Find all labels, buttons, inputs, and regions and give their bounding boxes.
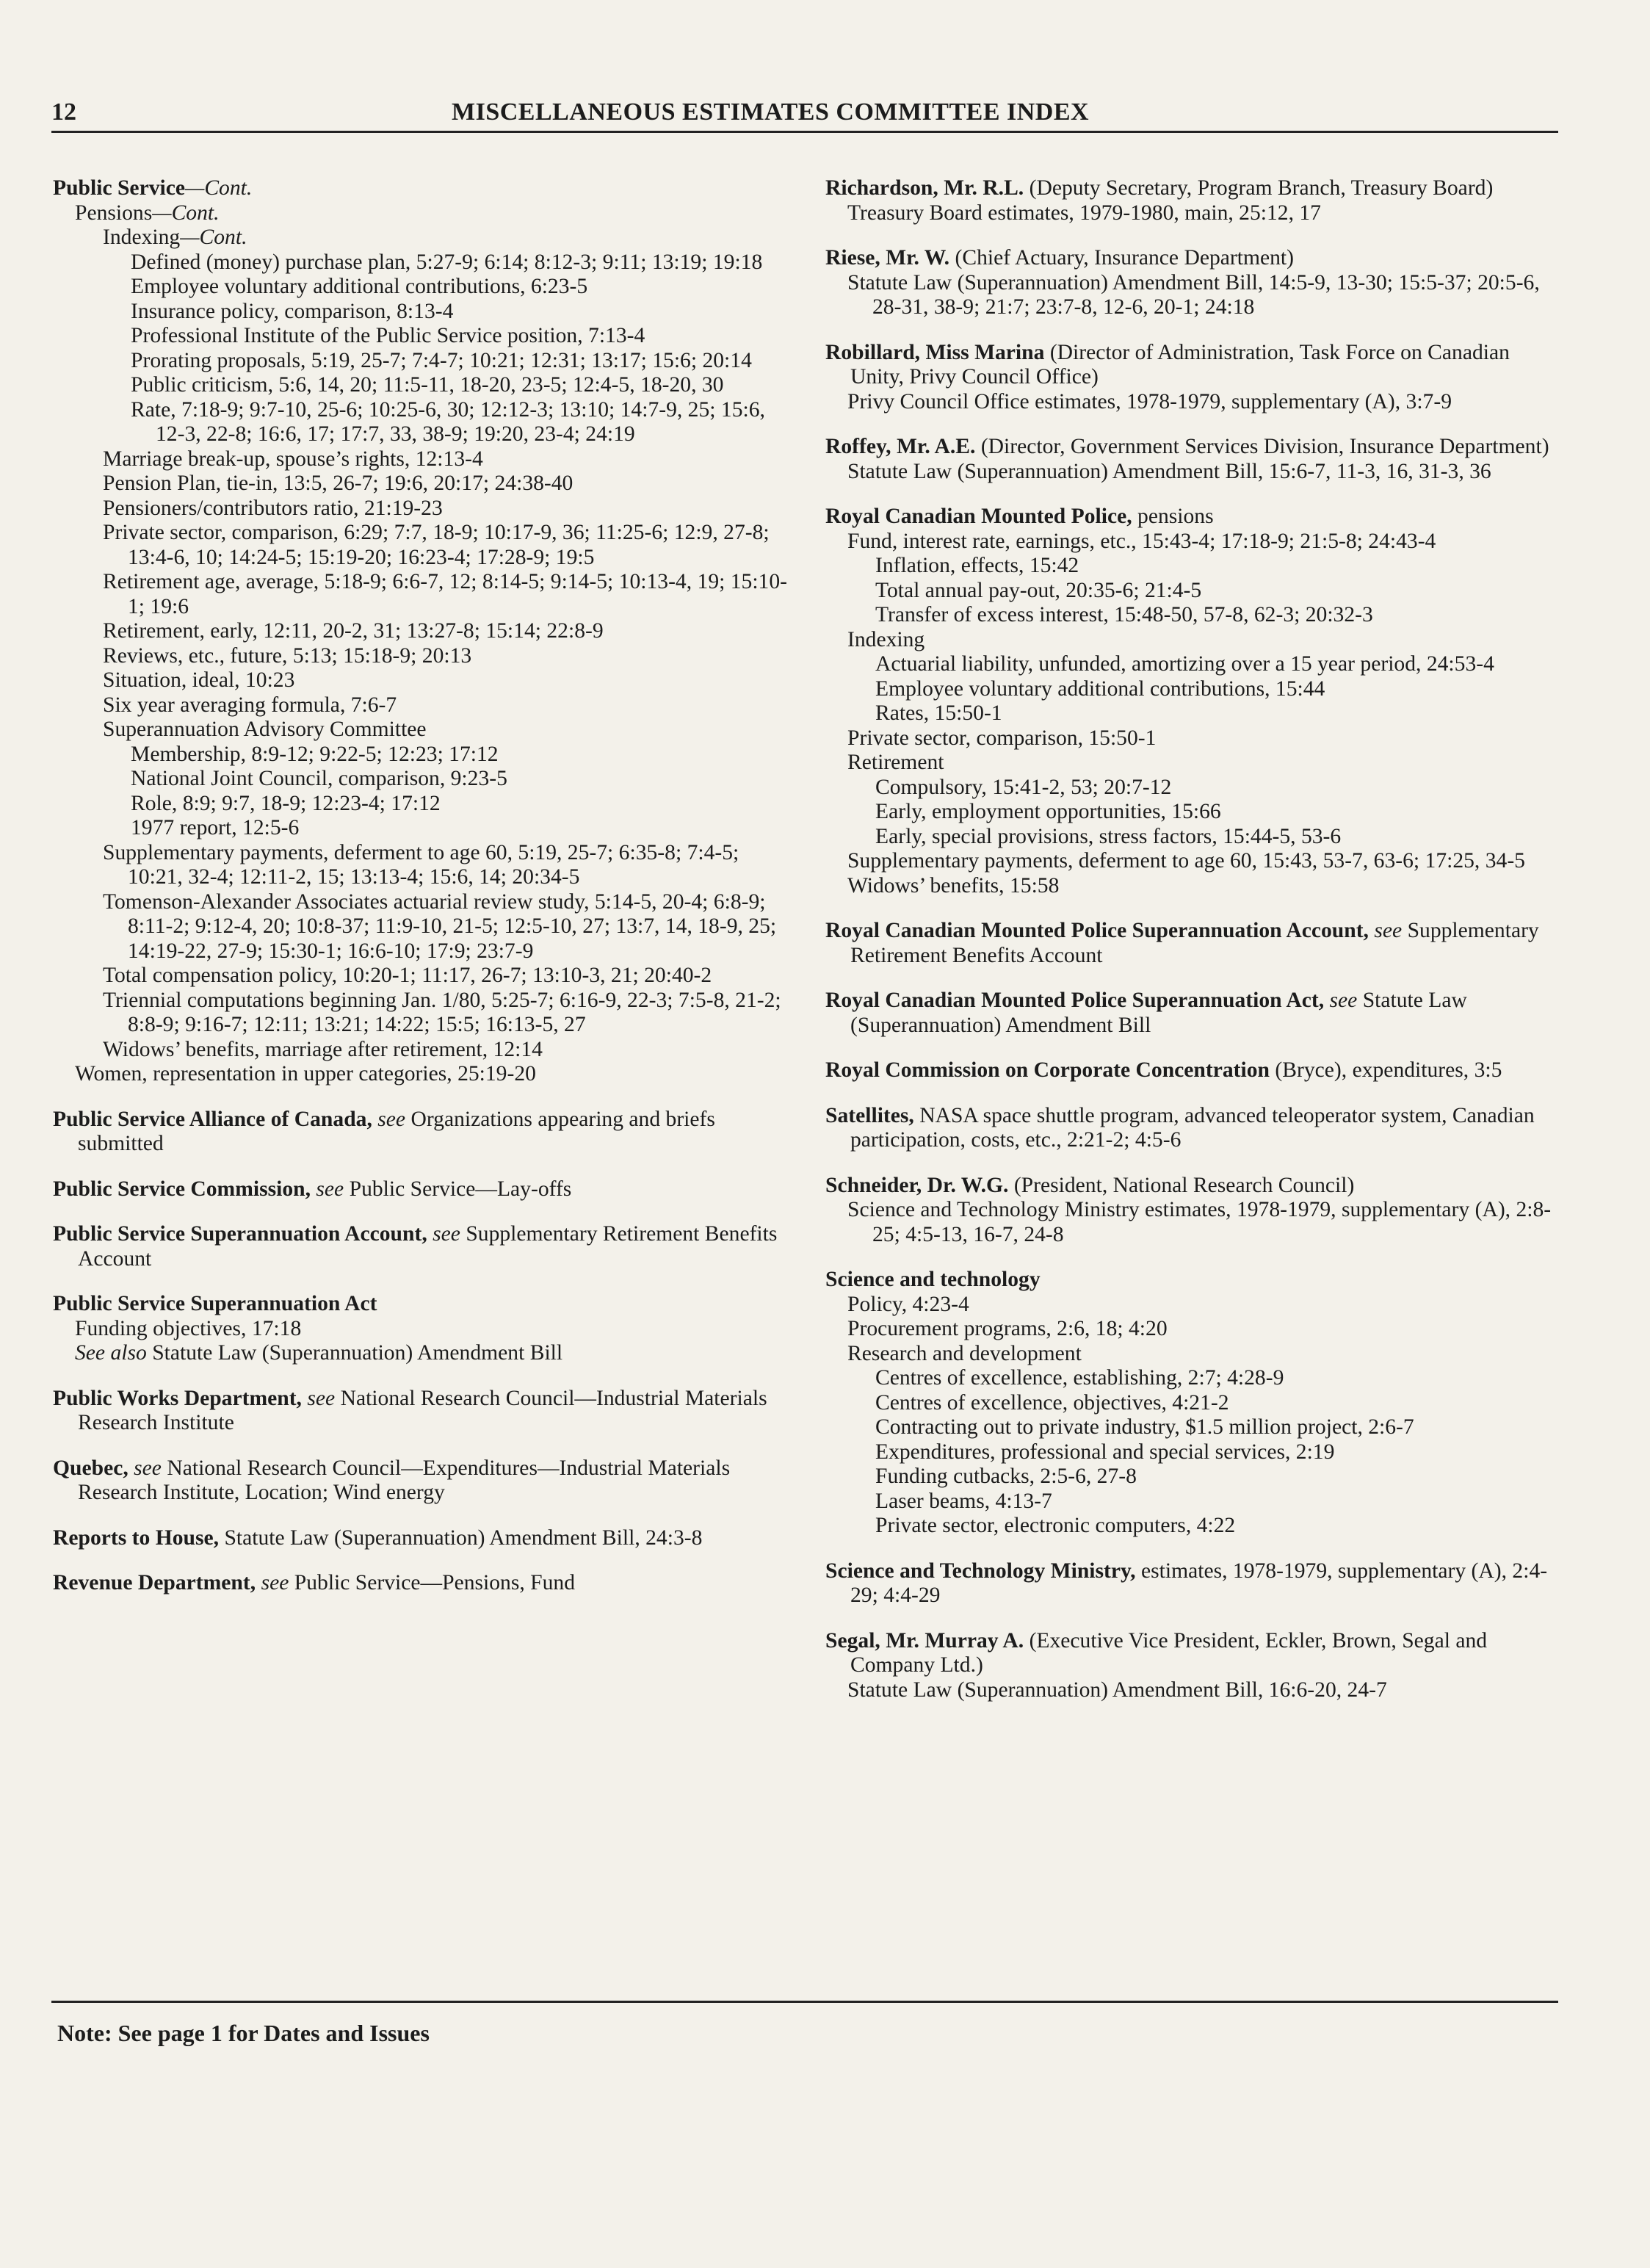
list-item: Early, employment opportunities, 15:66: [875, 800, 1221, 823]
list-item: Employee voluntary additional contributions, 6:23-5: [131, 275, 588, 298]
list-item: Widows’ benefits, 15:58: [847, 873, 1060, 898]
list-item: Fund, interest rate, earnings, etc., 15:43-4; 17:18-9; 21:5-8; 24:43-4: [847, 529, 1436, 553]
entry-rcmp-super-account: [825, 919, 1560, 968]
indexing-items: [53, 250, 787, 447]
list-item: National Joint Council, comparison, 9:23-5: [131, 767, 507, 790]
page-title: MISCELLANEOUS ESTIMATES COMMITTEE INDEX: [452, 98, 1090, 126]
entry-text: estimates, 1978-1979, supplementary (A), 2:4-29; 4:4-29: [850, 1559, 1548, 1607]
list-item: Situation, ideal, 10:23: [103, 668, 295, 692]
entry-text: Statute Law (Superannuation) Amendment Bill: [850, 989, 1467, 1037]
entry-reports: [53, 1526, 787, 1551]
list-item: Rate, 7:18-9; 9:7-10, 25-6; 10:25-6, 30; 12:12-3; 13:10; 14:7-9, 25; 15:6, 12-3, 22-8; 16:6, 17; 17:7, 33, 38-9; 19:20, 23-4; 24:19: [131, 397, 765, 446]
list-item: Privy Council Office estimates, 1978-1979, supplementary (A), 3:7-9: [847, 389, 1452, 413]
entry-heading: Royal Commission on Corporate Concentration: [825, 1058, 1270, 1082]
list-item: Funding cutbacks, 2:5-6, 27-8: [875, 1465, 1137, 1488]
list-item: Superannuation Advisory Committee: [103, 718, 427, 741]
entry-richardson: [825, 176, 1560, 225]
list-item: Total annual pay-out, 20:35-6; 21:4-5: [875, 578, 1202, 602]
list-item: Defined (money) purchase plan, 5:27-9; 6:14; 8:12-3; 9:11; 13:19; 19:18: [131, 250, 763, 274]
list-item: Public criticism, 5:6, 14, 20; 11:5-11, 18-20, 23-5; 12:4-5, 18-20, 30: [131, 373, 724, 397]
entry-heading: Quebec,: [53, 1456, 129, 1480]
entry-heading: Schneider, Dr. W.G.: [825, 1173, 1009, 1197]
entry-text: NASA space shuttle program, advanced teleoperator system, Canadian participation, costs, etc., 2:21-2; 4:5-6: [850, 1103, 1535, 1152]
see-label: see: [307, 1386, 336, 1410]
entry-description: (Director, Government Services Division, Insurance Department): [980, 435, 1549, 458]
list-item: Widows’ benefits, marriage after retirement, 12:14: [103, 1037, 543, 1061]
entry-pss-account: [53, 1222, 787, 1271]
list-item: Early, special provisions, stress factors, 15:44-5, 53-6: [875, 824, 1342, 848]
see-also-label: See also: [75, 1341, 147, 1365]
left-column: [53, 176, 787, 1596]
list-item: Prorating proposals, 5:19, 25-7; 7:4-7; 10:21; 12:31; 13:17; 15:6; 20:14: [131, 348, 752, 372]
list-item: Marriage break-up, spouse’s rights, 12:13-4: [103, 447, 483, 471]
list-item: Triennial computations beginning Jan. 1/80, 5:25-7; 6:16-9, 22-3; 7:5-8, 21-2; 8:8-9; 9:16-7; 12:11; 13:21; 14:22; 15:5; 16:13-5, 27: [103, 988, 781, 1036]
list-item: Contracting out to private industry, $1.5 million project, 2:6-7: [875, 1415, 1414, 1439]
list-item: Pension Plan, tie-in, 13:5, 26-7; 19:6, 20:17; 24:38-40: [103, 472, 573, 495]
see-label: see: [134, 1456, 162, 1480]
entry-heading: Public Service: [53, 176, 185, 200]
entry-rcmp: [825, 505, 1560, 898]
entry-heading: Revenue Department,: [53, 1571, 256, 1595]
list-item: Reviews, etc., future, 5:13; 15:18-9; 20:13: [103, 643, 472, 668]
entry-description: (Executive Vice President, Eckler, Brown, Segal and Company Ltd.): [850, 1628, 1488, 1677]
continued-label: —Cont.: [152, 201, 220, 225]
entry-heading: Satellites,: [825, 1103, 914, 1127]
list-item: Funding objectives, 17:18: [75, 1316, 302, 1340]
list-item: Compulsory, 15:41-2, 53; 20:7-12: [875, 775, 1172, 799]
entry-heading: Reports to House,: [53, 1525, 220, 1550]
list-item: Procurement programs, 2:6, 18; 4:20: [847, 1317, 1168, 1340]
entry-heading: Science and technology: [825, 1268, 1041, 1291]
entry-text: (Bryce), expenditures, 3:5: [1275, 1058, 1502, 1082]
footer-rule: [51, 2001, 1558, 2003]
entry-text: Statute Law (Superannuation) Amendment Bill: [152, 1341, 563, 1365]
list-item: Policy, 4:23-4: [847, 1292, 969, 1316]
list-item: Private sector, comparison, 15:50-1: [847, 726, 1157, 750]
list-item: Supplementary payments, deferment to age 60, 15:43, 53-7, 63-6; 17:25, 34-5: [847, 849, 1525, 873]
list-item: Pensioners/contributors ratio, 21:19-23: [103, 496, 443, 520]
entry-text: Public Service—Lay-offs: [349, 1177, 572, 1201]
right-column: [825, 176, 1560, 1702]
entry-segal: [825, 1629, 1560, 1703]
entry-text: National Research Council—Industrial Materials Research Institute: [78, 1386, 767, 1434]
list-item: Private sector, electronic computers, 4:22: [875, 1514, 1236, 1537]
entry-heading: Roffey, Mr. A.E.: [825, 435, 976, 458]
see-label: see: [261, 1571, 289, 1595]
entry-science-technology: [825, 1268, 1560, 1539]
entry-heading: Public Service Superannuation Account,: [53, 1222, 427, 1246]
see-label: see: [1329, 989, 1358, 1012]
entry-royal-commission: [825, 1058, 1560, 1083]
pension-items: [53, 447, 787, 1063]
list-item: Transfer of excess interest, 15:48-50, 57-8, 62-3; 20:32-3: [875, 603, 1373, 626]
entry-science-ministry: [825, 1559, 1560, 1608]
continued-label: —Cont.: [185, 176, 253, 200]
list-item: Total compensation policy, 10:20-1; 11:17, 26-7; 13:10-3, 21; 20:40-2: [103, 964, 712, 987]
list-item: Laser beams, 4:13-7: [875, 1489, 1052, 1513]
list-item: Statute Law (Superannuation) Amendment Bill, 14:5-9, 13-30; 15:5-37; 20:5-6, 28-31, 38-9; 21:7; 23:7-8, 12-6, 20-1; 24:18: [847, 270, 1540, 319]
list-item: 1977 report, 12:5-6: [131, 816, 300, 839]
list-item: Retirement: [847, 751, 944, 774]
entry-revenue: [53, 1571, 787, 1596]
list-item: Indexing: [847, 627, 925, 651]
list-item: Research and development: [847, 1341, 1082, 1365]
entry-heading: Royal Canadian Mounted Police,: [825, 505, 1132, 528]
list-item: Science and Technology Ministry estimates, 1978-1979, supplementary (A), 2:8-25; 4:5-13, 16-7, 24-8: [847, 1198, 1552, 1246]
entry-text: Supplementary Retirement Benefits Account: [850, 919, 1539, 967]
page-header: [51, 95, 1558, 133]
entry-robillard: [825, 341, 1560, 415]
entry-heading: Science and Technology Ministry,: [825, 1559, 1136, 1583]
entry-heading: Richardson, Mr. R.L.: [825, 176, 1024, 200]
entry-pss-act: [53, 1292, 787, 1366]
list-item: Treasury Board estimates, 1979-1980, main, 25:12, 17: [847, 201, 1321, 225]
entry-heading: Public Service Commission,: [53, 1177, 311, 1201]
see-label: see: [316, 1177, 344, 1201]
list-item: Women, representation in upper categories, 25:19-20: [75, 1062, 536, 1086]
entry-heading: Royal Canadian Mounted Police Superannuation Account,: [825, 919, 1369, 942]
entry-description: (Deputy Secretary, Program Branch, Treasury Board): [1029, 176, 1494, 200]
entry-psac: [53, 1108, 787, 1157]
list-item: Retirement age, average, 5:18-9; 6:6-7, 12; 8:14-5; 9:14-5; 10:13-4, 19; 15:10-1; 19:6: [103, 570, 788, 618]
see-label: see: [433, 1222, 460, 1246]
entry-riese: [825, 246, 1560, 320]
entry-heading: Public Works Department,: [53, 1386, 302, 1410]
entry-description: (President, National Research Council): [1013, 1173, 1355, 1197]
list-item: Rates, 15:50-1: [875, 701, 1002, 725]
entry-text: Organizations appearing and briefs submitted: [78, 1107, 715, 1155]
list-item: Insurance policy, comparison, 8:13-4: [131, 299, 454, 323]
entry-text: Supplementary Retirement Benefits Account: [78, 1222, 778, 1271]
list-item: Employee voluntary additional contributions, 15:44: [875, 676, 1325, 701]
subheading-indexing: Indexing: [103, 225, 181, 249]
entry-heading: Public Service Alliance of Canada,: [53, 1107, 372, 1131]
entry-rcmp-super-act: [825, 989, 1560, 1038]
entry-roffey: [825, 435, 1560, 484]
entry-quebec: [53, 1456, 787, 1506]
see-label: see: [1374, 919, 1403, 942]
list-item: Expenditures, professional and special services, 2:19: [875, 1440, 1335, 1464]
list-item: Retirement, early, 12:11, 20-2, 31; 13:27-8; 15:14; 22:8-9: [103, 619, 604, 643]
entry-public-works: [53, 1387, 787, 1436]
list-item: Tomenson-Alexander Associates actuarial review study, 5:14-5, 20-4; 6:8-9; 8:11-2; 9:12-4, 20; 10:8-37; 11:9-10, 21-5; 12:5-10, 27; 13:7, 14, 18-9, 25; 14:19-22, 27-9; 15:30-1; 16:6-10; 17:9; 23:7-9: [103, 889, 777, 963]
list-item: Centres of excellence, establishing, 2:7; 4:28-9: [875, 1366, 1284, 1390]
list-item: Centres of excellence, objectives, 4:21-2: [875, 1390, 1229, 1415]
entry-heading: Robillard, Miss Marina: [825, 340, 1045, 364]
page-number: 12: [51, 98, 76, 126]
list-item: Six year averaging formula, 7:6-7: [103, 693, 397, 717]
continued-label: —Cont.: [180, 225, 247, 249]
entry-description: pensions: [1137, 505, 1214, 528]
entry-text: Statute Law (Superannuation) Amendment Bill, 24:3-8: [224, 1525, 703, 1550]
see-label: see: [377, 1107, 406, 1131]
entry-psc: [53, 1177, 787, 1202]
entry-heading: Public Service Superannuation Act: [53, 1292, 377, 1315]
entry-schneider: [825, 1174, 1560, 1248]
entry-description: (Director of Administration, Task Force on Canadian Unity, Privy Council Office): [850, 340, 1510, 389]
subheading-pensions: Pensions: [75, 201, 153, 225]
entry-text: National Research Council—Expenditures—Industrial Materials Research Institute, Location; Wind energy: [78, 1456, 731, 1504]
entry-text: Public Service—Pensions, Fund: [294, 1571, 576, 1595]
footer-note: Note: See page 1 for Dates and Issues: [57, 2020, 430, 2046]
entry-satellites: [825, 1104, 1560, 1153]
list-item: Membership, 8:9-12; 9:22-5; 12:23; 17:12: [131, 742, 499, 766]
list-item: Private sector, comparison, 6:29; 7:7, 18-9; 10:17-9, 36; 11:25-6; 12:9, 27-8; 13:4-6, 10; 14:24-5; 15:19-20; 16:23-4; 17:28-9; 19:5: [103, 521, 770, 569]
entry-heading: Royal Canadian Mounted Police Superannuation Act,: [825, 989, 1325, 1012]
list-item: Role, 8:9; 9:7, 18-9; 12:23-4; 17:12: [131, 791, 441, 815]
list-item: Supplementary payments, deferment to age 60, 5:19, 25-7; 6:35-8; 7:4-5; 10:21, 32-4; 12:11-2, 15; 13:13-4; 15:6, 14; 20:34-5: [103, 840, 739, 889]
entry-public-service: [53, 176, 787, 1087]
list-item: Inflation, effects, 15:42: [875, 554, 1079, 577]
entry-heading: Segal, Mr. Murray A.: [825, 1628, 1024, 1653]
list-item: Actuarial liability, unfunded, amortizing over a 15 year period, 24:53-4: [875, 652, 1494, 676]
entry-description: (Chief Actuary, Insurance Department): [955, 246, 1295, 270]
list-item: Statute Law (Superannuation) Amendment Bill, 15:6-7, 11-3, 16, 31-3, 36: [847, 459, 1491, 483]
entry-heading: Riese, Mr. W.: [825, 246, 950, 270]
list-item: Statute Law (Superannuation) Amendment Bill, 16:6-20, 24-7: [847, 1677, 1387, 1702]
list-item: Professional Institute of the Public Service position, 7:13-4: [131, 324, 645, 347]
